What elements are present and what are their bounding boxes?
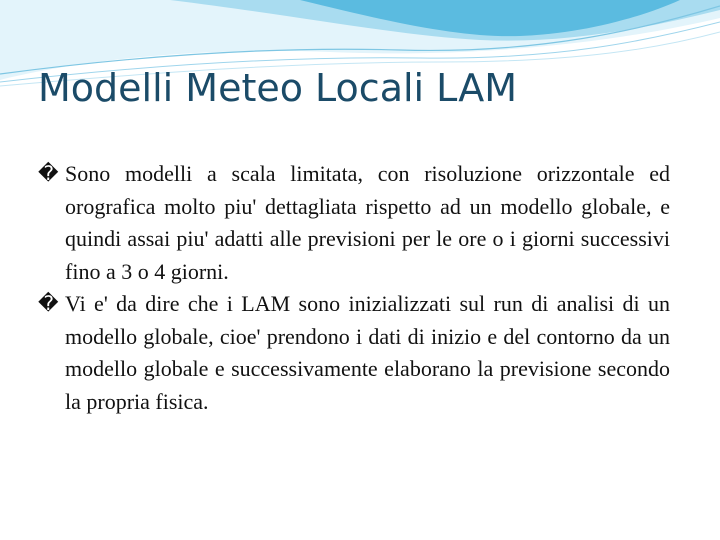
bullet-list — [38, 158, 670, 418]
bullet-glyph: � — [38, 161, 59, 185]
slide-title: Modelli Meteo Locali LAM — [38, 66, 518, 110]
bullet-text: Sono modelli a scala limitata, con risoluzione orizzontale ed orografica molto piu' dettagliata rispetto ad un modello globale, e quindi assai piu' adatti alle previsioni per le ore o i giorni successivi fino a 3 o 4 giorni. — [65, 161, 670, 284]
bullet-item — [38, 158, 670, 288]
bullet-item — [38, 288, 670, 418]
bullet-text: Vi e' da dire che i LAM sono inizializzati sul run di analisi di un modello globale, cioe' prendono i dati di inizio e del contorno da un modello globale e successivamente elaborano la previsione secondo la propria fisica. — [65, 291, 670, 414]
bullet-glyph: � — [38, 291, 59, 315]
